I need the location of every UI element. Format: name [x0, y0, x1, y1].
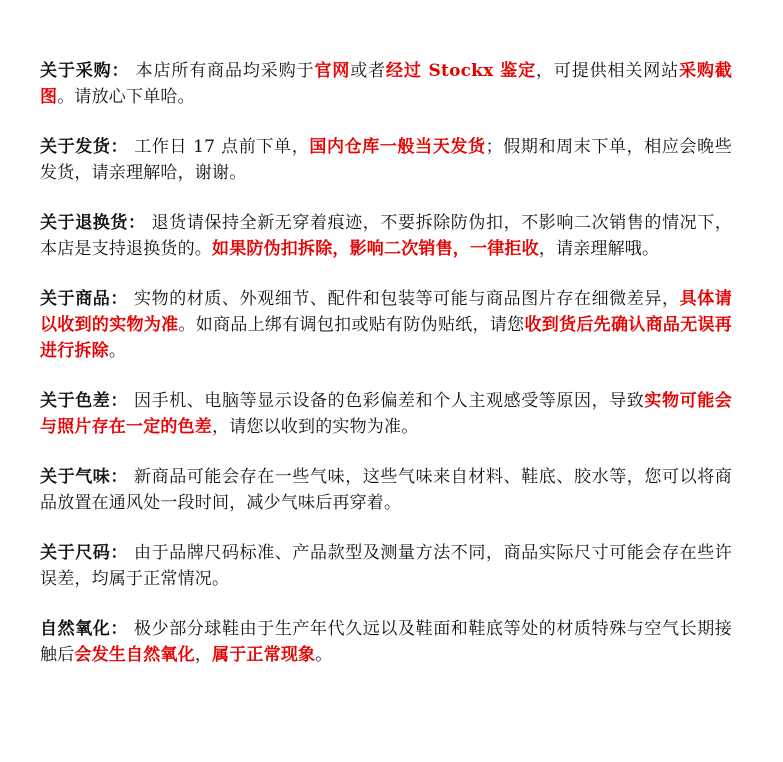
body-text: ，可提供相关网站	[536, 61, 680, 81]
body-text: 极少部分球鞋由于生产年代久远以及鞋面和鞋底等处的材质特殊与空气长期接触后	[40, 619, 732, 665]
body-text: 工作日 17 点前下单，	[128, 137, 310, 157]
notice-section-shipping	[40, 134, 732, 186]
section-heading: 关于采购：	[40, 61, 130, 81]
body-text: 。	[108, 341, 127, 361]
body-text: 新商品可能会存在一些气味，这些气味来自材料、鞋底、胶水等，您可以将商品放置在通风处一段时间，减少气味后再穿着。	[40, 467, 732, 513]
notice-section-size	[40, 540, 732, 592]
body-text: 或者	[350, 61, 386, 81]
body-text: ，请亲理解哦。	[538, 239, 660, 259]
highlighted-text: 国内仓库一般当天发货	[309, 137, 486, 157]
highlighted-text: 官网	[314, 61, 351, 81]
section-heading: 关于色差：	[40, 391, 128, 411]
highlighted-text: 会发生自然氧化	[74, 645, 195, 665]
section-heading: 关于退换货：	[40, 213, 146, 233]
highlighted-text: 如果防伪扣拆除，影响二次销售，一律拒收	[212, 239, 539, 259]
section-heading: 关于商品：	[40, 289, 128, 309]
store-notice	[40, 58, 732, 692]
body-text: ，	[194, 645, 213, 665]
section-heading: 关于发货：	[40, 137, 129, 157]
highlighted-text: 具体请以收到的实物为准	[40, 289, 732, 335]
section-heading: 关于气味：	[40, 467, 128, 487]
body-text: 。如商品上绑有调包扣或贴有防伪贴纸，请您	[178, 315, 525, 335]
notice-section-color	[40, 388, 732, 440]
notice-section-oxidation	[40, 616, 732, 668]
body-text: 。请放心下单哈。	[57, 87, 195, 107]
highlighted-text: 实物可能会与照片存在一定的色差	[40, 391, 733, 437]
notice-section-purchase	[40, 58, 732, 110]
notice-section-odor	[40, 464, 732, 516]
highlighted-text: 收到货后先确认商品无误再进行拆除	[40, 315, 732, 361]
section-heading: 自然氧化：	[40, 619, 128, 639]
highlighted-text: 经过 Stockx 鉴定	[385, 61, 537, 81]
body-text: 。	[315, 645, 333, 665]
body-text: ，请您以收到的实物为准。	[212, 417, 419, 437]
body-text: 本店所有商品均采购于	[129, 61, 315, 81]
body-text: 因手机、电脑等显示设备的色彩偏差和个人主观感受等原因，导致	[128, 391, 645, 411]
body-text: 实物的材质、外观细节、配件和包装等可能与商品图片存在细微差异，	[128, 289, 680, 309]
notice-section-product	[40, 286, 732, 364]
body-text: 退货请保持全新无穿着痕迹，不要拆除防伪扣，不影响二次销售的情况下，本店是支持退换货的。	[40, 213, 733, 259]
highlighted-text: 采购截图	[40, 61, 733, 107]
body-text: 由于品牌尺码标准、产品款型及测量方法不同，商品实际尺寸可能会存在些许误差，均属于正常情况。	[40, 543, 732, 589]
notice-section-returns	[40, 210, 732, 262]
body-text: ；假期和周末下单，相应会晚些发货，请亲理解哈，谢谢。	[40, 137, 733, 183]
section-heading: 关于尺码：	[40, 543, 128, 563]
highlighted-text: 属于正常现象	[212, 645, 316, 665]
